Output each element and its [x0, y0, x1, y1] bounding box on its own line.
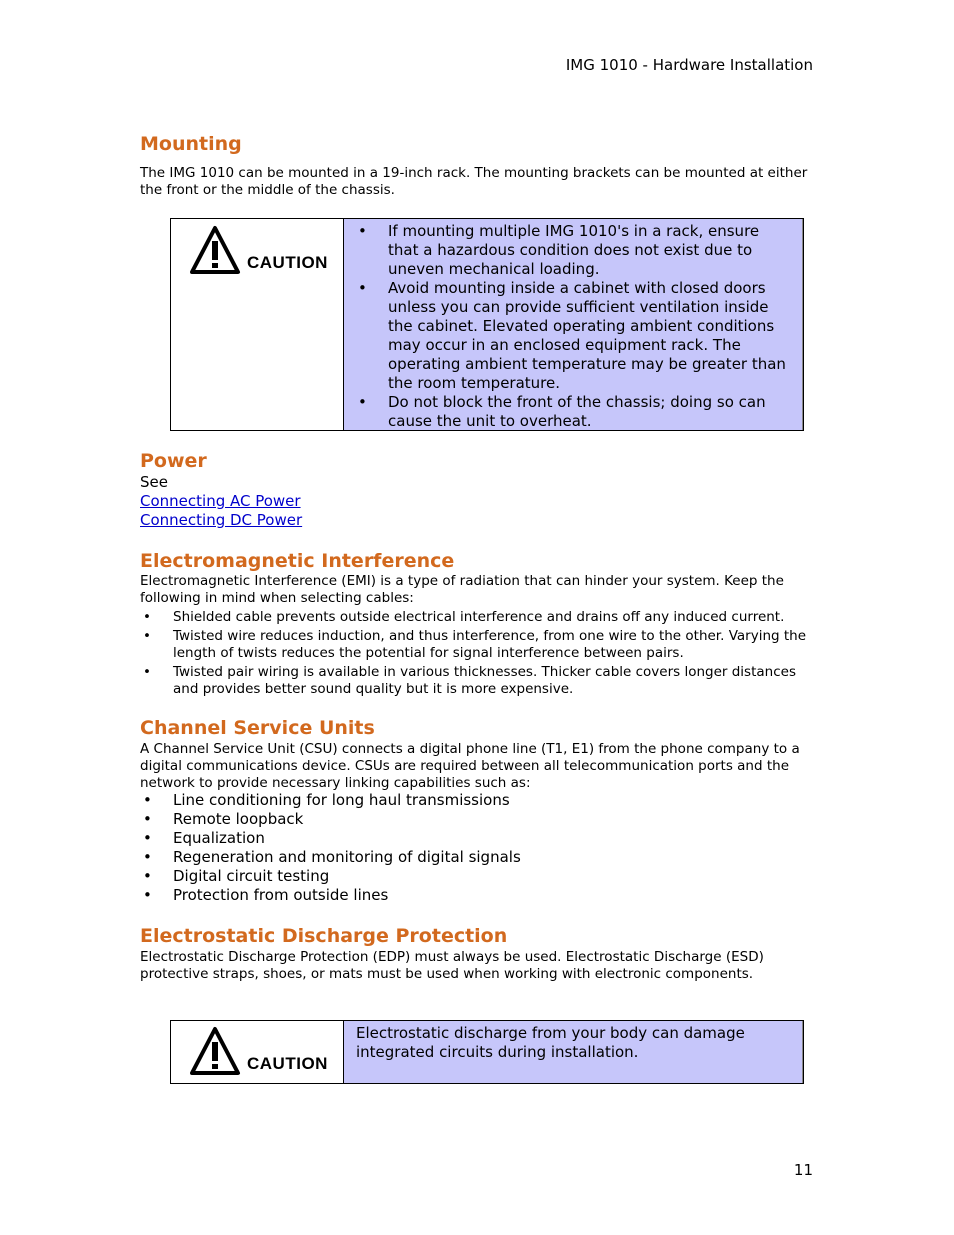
- list-item: • Twisted wire reduces induction, and thus interference, from one wire to the other. Varying the length of twists reduces the potential for signal interference between pairs.: [140, 628, 820, 662]
- caution-sign: [189, 1026, 328, 1076]
- emi-list: [140, 609, 820, 700]
- emi-intro: Electromagnetic Interference (EMI) is a type of radiation that can hinder your system. Keep the following in mind when selecting cables:: [140, 573, 784, 606]
- caution-icon-cell: [171, 1021, 344, 1083]
- power-heading: Power: [140, 450, 207, 472]
- mounting-heading: Mounting: [140, 133, 242, 155]
- page-number: 11: [793, 1161, 813, 1179]
- esd-intro: Electrostatic Discharge Protection (EDP) must always be used. Electrostatic Discharge (ESD) protective straps, shoes, or mats must be used when working with electronic components.: [140, 949, 764, 982]
- list-item: • Protection from outside lines: [140, 886, 820, 905]
- running-header: IMG 1010 - Hardware Installation: [565, 56, 813, 74]
- mounting-caution-box: [170, 218, 804, 431]
- caution-label: CAUTION: [247, 1054, 328, 1073]
- csu-heading: Channel Service Units: [140, 717, 375, 739]
- list-item: • Regeneration and monitoring of digital signals: [140, 848, 820, 867]
- caution-item: • Do not block the front of the chassis; doing so can cause the unit to overheat.: [344, 393, 802, 431]
- caution-label: CAUTION: [247, 253, 328, 272]
- warning-triangle-icon: [189, 225, 241, 275]
- csu-intro: A Channel Service Unit (CSU) connects a digital phone line (T1, E1) from the phone company to a digital communications device. CSUs are required between all telecommunication ports and the network to provide necessary linking capabilities such as:: [140, 741, 800, 791]
- caution-item: • If mounting multiple IMG 1010's in a rack, ensure that a hazardous condition does not exist due to uneven mechanical loading.: [344, 222, 802, 279]
- list-item: • Twisted pair wiring is available in various thicknesses. Thicker cable covers longer distances and provides better sound quality but it is more expensive.: [140, 664, 820, 698]
- caution-sign: [189, 225, 328, 275]
- mounting-caution-list: [344, 219, 802, 431]
- list-item: • Equalization: [140, 829, 820, 848]
- warning-triangle-icon: [189, 1026, 241, 1076]
- power-see-text: See: [140, 473, 168, 491]
- csu-list: [140, 791, 820, 905]
- caution-item: • Avoid mounting inside a cabinet with closed doors unless you can provide sufficient ventilation inside the cabinet. Elevated operating ambient conditions may occur in an enclosed equipment rack. The operating ambient temperature may be greater than the room temperature.: [344, 279, 802, 393]
- caution-text-cell: [344, 1021, 803, 1083]
- power-content: [140, 473, 814, 530]
- esd-heading: Electrostatic Discharge Protection: [140, 925, 508, 947]
- list-item: • Shielded cable prevents outside electrical interference and drains off any induced current.: [140, 609, 820, 626]
- list-item: • Line conditioning for long haul transmissions: [140, 791, 820, 810]
- link-connecting-dc-power[interactable]: Connecting DC Power: [140, 511, 303, 529]
- emi-heading: Electromagnetic Interference: [140, 550, 455, 572]
- caution-text-cell: [344, 219, 803, 430]
- list-item: • Remote loopback: [140, 810, 820, 829]
- list-item: • Digital circuit testing: [140, 867, 820, 886]
- link-connecting-ac-power[interactable]: Connecting AC Power: [140, 492, 301, 510]
- esd-caution-box: [170, 1020, 804, 1084]
- esd-caution-text: Electrostatic discharge from your body can damage integrated circuits during installation.: [356, 1024, 745, 1061]
- mounting-intro: The IMG 1010 can be mounted in a 19-inch rack. The mounting brackets can be mounted at either the front or the middle of the chassis.: [140, 165, 808, 198]
- caution-icon-cell: [171, 219, 344, 430]
